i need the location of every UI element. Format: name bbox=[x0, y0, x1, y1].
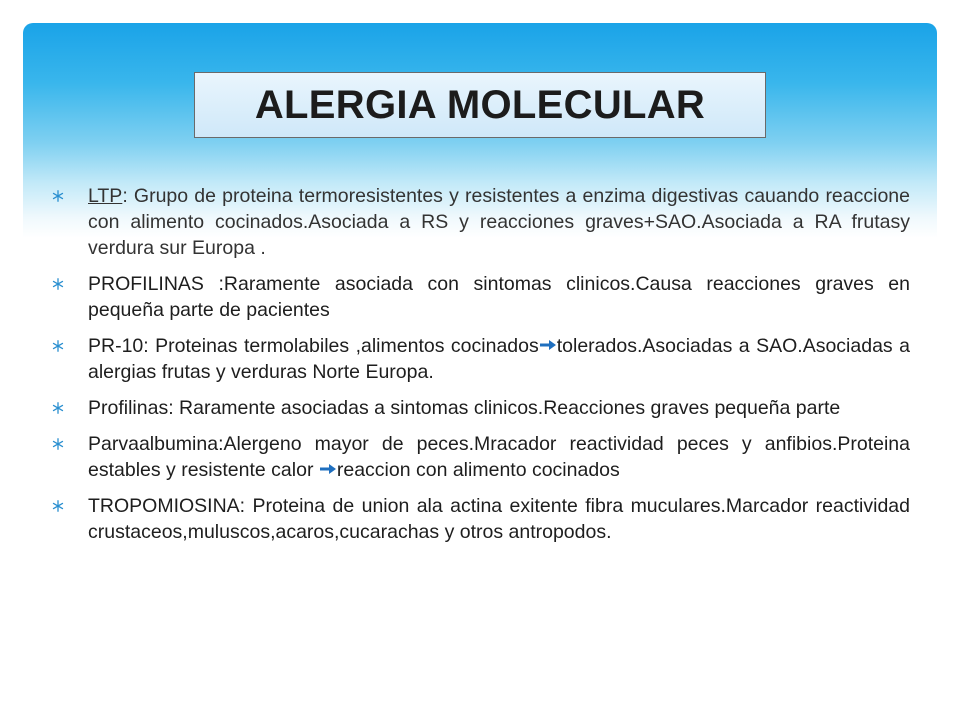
slide-title: ALERGIA MOLECULAR bbox=[254, 82, 706, 127]
snowflake-bullet-icon bbox=[52, 340, 64, 352]
bullet-text: Profilinas: Raramente asociadas a sintomas clinicos.Reacciones graves pequeña parte bbox=[88, 397, 841, 419]
snowflake-bullet-icon bbox=[52, 190, 64, 202]
bullet-text: PR-10: Proteinas termolabiles ,alimentos cocinados bbox=[88, 335, 539, 357]
right-arrow-icon bbox=[539, 339, 557, 351]
bullet-item-profilinas bbox=[50, 395, 910, 421]
bullet-text: Parvaalbumina:Alergeno mayor de peces.Mracador reactividad peces y anfibios.Proteina estables y resistente calor bbox=[88, 433, 910, 481]
bullet-item-profilinas-caps bbox=[50, 271, 910, 323]
bullet-item-ltp bbox=[50, 183, 910, 261]
bullet-text-continued: tolerados.Asociadas a SAO.Asociadas a alergias frutas y verduras Norte Europa. bbox=[88, 335, 910, 383]
ltp-term-link[interactable]: LTP bbox=[88, 185, 123, 207]
title-box bbox=[194, 72, 766, 138]
snowflake-bullet-icon bbox=[52, 278, 64, 290]
right-arrow-icon bbox=[319, 463, 337, 475]
snowflake-bullet-icon bbox=[52, 402, 64, 414]
bullet-item-tropomiosina bbox=[50, 493, 910, 545]
bullet-text: : Grupo de proteina termoresistentes y resistentes a enzima digestivas cauando reaccione con alimento cocinados.Asociada a RS y reacciones graves+SAO.Asociada a RA frutasy verdura sur Europa . bbox=[88, 185, 910, 259]
bullet-text: TROPOMIOSINA: Proteina de union ala actina exitente fibra muculares.Marcador reactividad crustaceos,muluscos,acaros,cucarachas y otros antropodos. bbox=[88, 495, 910, 543]
bullet-list bbox=[50, 183, 910, 555]
snowflake-bullet-icon bbox=[52, 438, 64, 450]
bullet-item-pr10 bbox=[50, 333, 910, 385]
bullet-item-parvaalbumina bbox=[50, 431, 910, 483]
snowflake-bullet-icon bbox=[52, 500, 64, 512]
bullet-text-continued: reaccion con alimento cocinados bbox=[336, 459, 620, 481]
bullet-text: PROFILINAS :Raramente asociada con sintomas clinicos.Causa reacciones graves en pequeña parte de pacientes bbox=[88, 273, 910, 321]
